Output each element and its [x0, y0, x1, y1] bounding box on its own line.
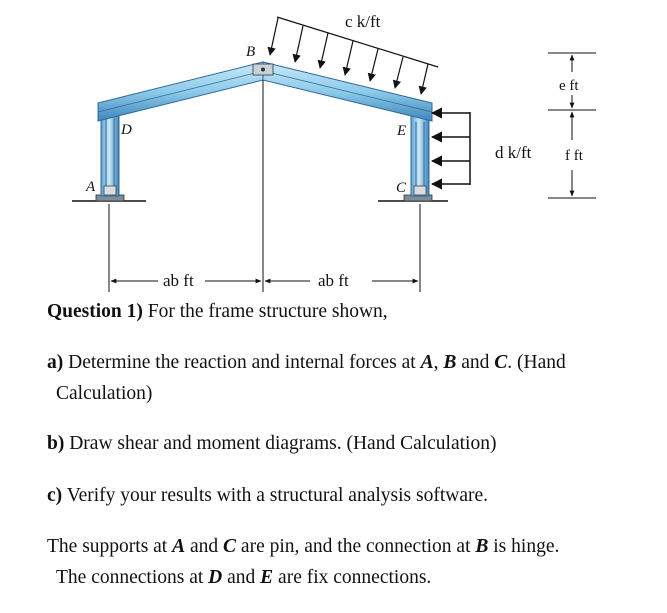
- part-a: a) Determine the reaction and internal forces at A, B and C. (Hand Calculation): [47, 352, 566, 404]
- part-a-letter: a): [47, 352, 64, 373]
- question-heading: [47, 301, 388, 323]
- column-height-label: f ft: [565, 148, 583, 164]
- part-b-text: Draw shear and moment diagrams. (Hand Calculation): [69, 433, 497, 454]
- part-c: [47, 480, 647, 511]
- part-b: [47, 428, 647, 459]
- vertical-dimension: [548, 53, 596, 198]
- right-span-label: ab ft: [318, 271, 349, 290]
- lateral-load-arrows: [432, 113, 470, 184]
- label-b: B: [246, 44, 256, 60]
- inclined-load-label: c k/ft: [345, 12, 381, 31]
- label-d: D: [121, 122, 132, 138]
- label-c: C: [396, 180, 407, 196]
- part-c-text: Verify your results with a structural analysis software.: [66, 485, 488, 506]
- left-span-label: ab ft: [163, 271, 194, 290]
- label-e: E: [397, 123, 407, 139]
- lateral-load-label: d k/ft: [495, 143, 532, 162]
- part-c-letter: c): [47, 485, 63, 506]
- question-intro: For the frame structure shown,: [147, 301, 388, 322]
- question-label: Question 1): [47, 301, 143, 322]
- eave-height-label: e ft: [559, 78, 579, 94]
- frame-diagram: [0, 0, 667, 300]
- part-b-letter: b): [47, 433, 65, 454]
- label-a: A: [86, 179, 96, 195]
- support-note: The supports at A and C are pin, and the connection at B is hinge. The connections at D and E are fix connections.: [47, 536, 560, 588]
